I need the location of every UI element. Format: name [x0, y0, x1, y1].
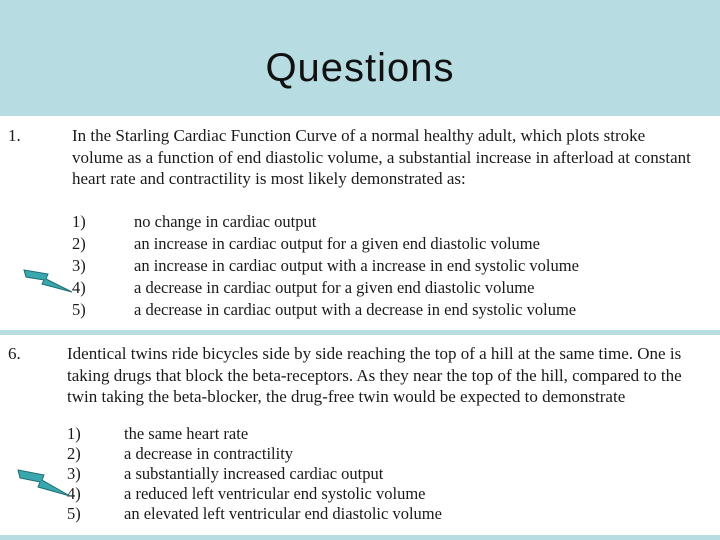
option-text: a reduced left ventricular end systolic volume	[124, 484, 426, 503]
option-number: 3)	[72, 256, 86, 275]
option-text: a decrease in contractility	[124, 444, 294, 463]
option-number: 3)	[67, 464, 81, 483]
option-number: 5)	[67, 504, 81, 523]
question-text: In the Starling Cardiac Function Curve of a normal healthy adult, which plots stroke volume as a function of end diastolic volume, a substantial increase in afterload at constant heart rate and contractility is most likely demonstrated as:	[72, 126, 691, 188]
option-text: a decrease in cardiac output for a given end diastolic volume	[134, 278, 535, 297]
option-number: 5)	[72, 300, 86, 319]
lightning-bolt-icon	[22, 268, 74, 294]
question-number: 1.	[8, 126, 21, 145]
option-number: 1)	[72, 212, 86, 231]
option-text: a substantially increased cardiac output	[124, 464, 384, 483]
section-divider	[0, 330, 720, 335]
option-text: an elevated left ventricular end diastolic volume	[124, 504, 442, 523]
option-number: 4)	[67, 484, 81, 503]
option-number: 2)	[67, 444, 81, 463]
option-text: a decrease in cardiac output with a decrease in end systolic volume	[134, 300, 577, 319]
option-text: an increase in cardiac output for a given end diastolic volume	[134, 234, 540, 253]
question-number: 6.	[8, 344, 21, 363]
lightning-bolt-icon	[16, 468, 72, 498]
question-text: Identical twins ride bicycles side by side reaching the top of a hill at the same time. One is taking drugs that block the beta-receptors. As they near the top of the hill, compared to the twin taking the beta-blocker, the drug-free twin would be expected to demonstrate	[67, 344, 682, 406]
option-text: an increase in cardiac output with a increase in end systolic volume	[134, 256, 579, 275]
option-number: 2)	[72, 234, 86, 253]
option-number: 1)	[67, 424, 81, 443]
option-number: 4)	[72, 278, 86, 297]
option-text: no change in cardiac output	[134, 212, 317, 231]
option-text: the same heart rate	[124, 424, 249, 443]
bottom-border	[0, 535, 720, 540]
slide-title: Questions	[265, 46, 455, 90]
